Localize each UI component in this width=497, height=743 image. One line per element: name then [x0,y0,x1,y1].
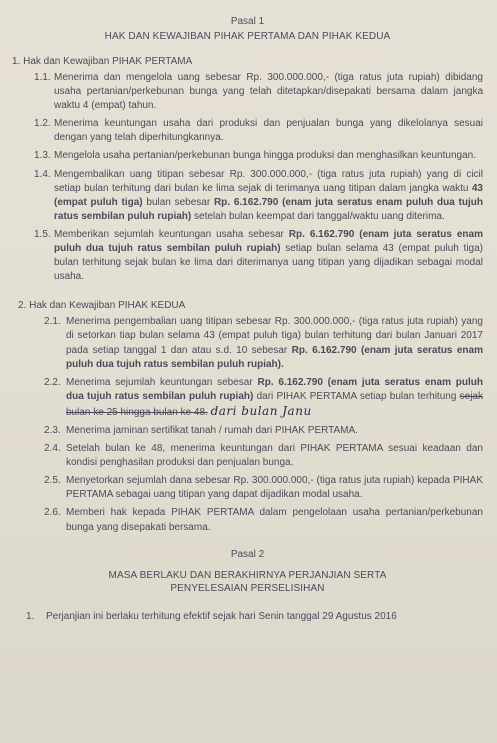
clause-2-5 [44,474,483,502]
pasal-2-clause-1 [26,610,483,624]
clause-number: 2.1. [44,316,61,328]
clause-text: Memberi hak kepada PIHAK PERTAMA dalam pengelolaan usaha pertanian/perkebunan bunga yang disepakati bersama. [66,507,483,533]
section-hak-pihak-kedua [12,300,483,534]
clause-1-2 [34,117,483,145]
clause-number: 1. [26,610,35,622]
struck-out-text: sejak bulan ke 25 hingga bulan ke 48. [66,390,483,418]
clause-text-part: Menerima pengembalian uang titipan sebesar Rp. 300.000.000,- (tiga ratus juta rupiah) yang di setorkan tiap bulan selama 43 (empat puluh tiga) bulan terhitung dari bulan Januari 2017 pada setiap tanggal 1 dan atau s.d. 10 sebesar [66,316,483,356]
clause-2-3 [44,424,483,438]
clause-bold-amount: Rp. 6.162.790 (enam juta seratus enam puluh dua tujuh ratus sembilan puluh rupiah) [54,196,483,222]
clause-text-part: setelah bulan keempat dari tanggal/waktu uang diterima. [191,210,445,222]
section-1-title: 1. Hak dan Kewajiban PIHAK PERTAMA [12,56,193,67]
clause-1-4 [34,168,483,224]
pasal-2-title-line-1: MASA BERLAKU DAN BERAKHIRNYA PERJANJIAN SERTA [108,569,387,581]
clause-bold-amount: Rp. 6.162.790 (enam juta seratus enam puluh dua tujuh ratus sembilan puluh rupiah) [54,228,483,255]
clause-text-part: Memberikan sejumlah keuntungan usaha sebesar [54,228,289,240]
clause-2-4 [44,442,483,470]
clause-text: Mengelola usaha pertanian/perkebunan bunga hingga produksi dan menghasilkan keuntungan. [54,150,476,162]
clause-number: 1.2. [34,118,51,130]
clause-text-part: setiap bulan selama 43 (empat puluh tiga) bulan terhitung sejak bulan ke lima dari diterimanya uang titipan yang dijadikan sebagai modal usaha. [54,243,483,283]
clause-number: 2.3. [44,424,61,436]
pasal-2 [12,549,483,624]
pasal-2-heading: Pasal 2 [230,548,265,560]
pasal-1-heading: Pasal 1 [230,16,265,27]
clause-bold-amount: Rp. 6.162.790 (enam juta seratus enam puluh dua tujuh ratus sembilan puluh rupiah) [66,376,483,402]
pasal-2-title-line-2: PENYELESAIAN PERSELISIHAN [170,582,325,594]
clause-text: Menerima jaminan sertifikat tanah / rumah dari PIHAK PERTAMA. [66,424,358,436]
section-2-title: 2. Hak dan Kewajiban PIHAK KEDUA [18,300,186,312]
clause-bold-term: 43 (empat puluh tiga) [54,182,483,208]
clause-2-2 [44,376,483,420]
clause-text: Setelah bulan ke 48, menerima keuntungan dari PIHAK PERTAMA sesuai keadaan dan kondisi penghasilan produksi dan penjualan bunga. [66,443,483,469]
clause-text-part: Mengembalikan uang titipan sebesar Rp. 300.000.000,- (tiga ratus juta rupiah) yang di cicil setiap bulan terhitung dari bulan ke lima sejak di terimanya uang titipan dalam jangka waktu [54,168,483,194]
clause-number: 1.3. [34,150,51,162]
clause-number: 2.2. [44,376,61,388]
clause-text [54,228,483,284]
clause-text [66,376,483,420]
clause-1-3 [34,149,483,163]
clause-text [54,168,483,224]
clause-number: 1.4. [34,168,51,180]
clause-1-5 [34,228,483,284]
clause-1-1 [34,71,483,113]
clause-2-1 [44,315,483,371]
clause-number: 1.5. [34,228,51,240]
clause-text: Perjanjian ini berlaku terhitung efektif sejak hari Senin tanggal 29 Agustus 2016 [46,610,397,622]
section-hak-pihak-pertama [12,56,483,284]
pasal-1-title: HAK DAN KEWAJIBAN PIHAK PERTAMA DAN PIHAK KEDUA [104,31,391,42]
clause-text [66,315,483,371]
handwritten-note: dari bulan Janu [210,403,312,418]
clause-number: 1.1. [34,72,51,83]
clause-number: 2.6. [44,507,61,519]
clause-number: 2.4. [44,443,61,455]
clause-text: Menyetorkan sejumlah dana sebesar Rp. 300.000.000,- (tiga ratus juta rupiah) kepada PIHAK PERTAMA sebagai uang titipan yang dapat dijadikan modal usaha. [66,475,483,501]
clause-text: Menerima keuntungan usaha dari produksi dan penjualan bunga yang dikelolanya sesuai dengan yang telah diperhitungkannya. [54,118,483,144]
clause-text-part: Menerima sejumlah keuntungan sebesar [66,376,258,388]
clause-text: Menerima dan mengelola uang sebesar Rp. 300.000.000,- (tiga ratus juta rupiah) dibidang usaha pertanian/perkebunan bunga yang telah ditetapkan/disepakati bersama dalam jangka waktu 4 (empat) tahun. [54,72,483,112]
clause-text-part: dari PIHAK PERTAMA setiap bulan terhitung [253,390,460,402]
clause-number: 2.5. [44,475,61,487]
clause-text-part: bulan sebesar [142,196,214,208]
clause-bold-amount: Rp. 6.162.790 (enam juta seratus enam puluh dua tujuh ratus sembilan puluh rupiah). [66,344,483,370]
clause-2-6 [44,506,483,534]
